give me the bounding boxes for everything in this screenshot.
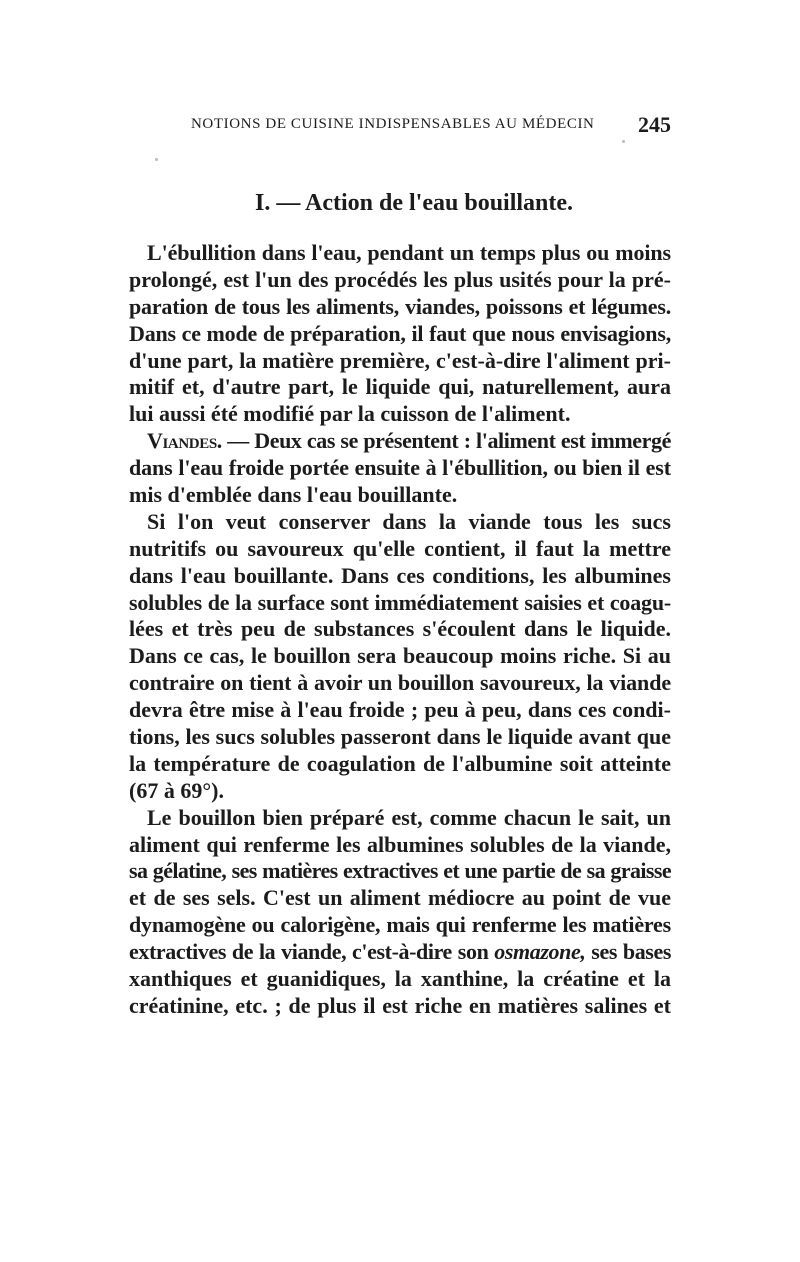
- text-line: dans l'eau froide portée ensuite à l'ébullition, ou bien il est: [129, 455, 671, 481]
- text-line: mis d'emblée dans l'eau bouillante.: [129, 482, 458, 508]
- text-line: paration de tous les aliments, viandes, poissons et légumes.: [129, 293, 671, 319]
- paragraph-lead: Viandes.: [147, 428, 222, 454]
- page-number: 245: [638, 112, 671, 137]
- text-line: lées et très peu de substances s'écoulent dans le liquide.: [129, 616, 671, 642]
- text-line: Si l'on veut conserver dans la viande tous les sucs: [147, 508, 671, 534]
- print-speck: [155, 158, 158, 161]
- text-line: Le bouillon bien préparé est, comme chacun le sait, un: [147, 804, 671, 830]
- text-line: d'une part, la matière première, c'est-à-dire l'aliment pri-: [129, 347, 671, 373]
- text-line: solubles de la surface sont immédiatement saisies et coagu-: [129, 589, 671, 615]
- text-line: xanthiques et guanidiques, la xanthine, la créatine et la: [129, 966, 671, 992]
- text-line: aliment qui renferme les albumines solubles de la viande,: [129, 831, 671, 857]
- text-line: lui aussi été modifié par la cuisson de l'aliment.: [129, 401, 571, 427]
- emphasized-term: osmazone,: [494, 939, 586, 965]
- text-line: la température de coagulation de l'albumine soit atteinte: [129, 750, 671, 776]
- running-head: [191, 114, 671, 138]
- text-line: mitif et, d'autre part, le liquide qui, naturellement, aura: [129, 374, 671, 400]
- text-line: dans l'eau bouillante. Dans ces conditions, les albumines: [129, 562, 671, 588]
- text-line: Dans ce cas, le bouillon sera beaucoup moins riche. Si au: [129, 643, 671, 669]
- text-run: extractives de la viande, c'est-à-dire son: [129, 939, 495, 965]
- text-line: et de ses sels. C'est un aliment médiocre au point de vue: [129, 885, 671, 911]
- text-line: [129, 428, 671, 455]
- text-line: (67 à 69°).: [129, 777, 224, 803]
- text-line: nutritifs ou savoureux qu'elle contient, il faut la mettre: [129, 535, 671, 561]
- text-line: sa gélatine, ses matières extractives et une partie de sa graisse: [129, 858, 671, 884]
- section-title: I. — Action de l'eau bouillante.: [255, 190, 574, 216]
- text-line: contraire on tient à avoir un bouillon savoureux, la viande: [129, 670, 671, 696]
- text-line: L'ébullition dans l'eau, pendant un temps plus ou moins: [147, 240, 671, 265]
- text-run: — Deux cas se présentent : l'aliment est immergé: [221, 428, 671, 454]
- text-line: devra être mise à l'eau froide ; peu à peu, dans ces condi-: [129, 697, 671, 723]
- text-run: ses bases: [585, 939, 671, 965]
- print-speck: [622, 140, 625, 143]
- text-line: tions, les sucs solubles passeront dans le liquide avant que: [129, 724, 671, 750]
- text-line: dynamogène ou calorigène, mais qui renferme les matières: [129, 912, 671, 938]
- text-line: [129, 939, 671, 966]
- running-title: NOTIONS DE CUISINE INDISPENSABLES AU MÉDECIN: [191, 116, 595, 132]
- text-line: créatinine, etc. ; de plus il est riche en matières salines et: [129, 992, 671, 1018]
- text-line: prolongé, est l'un des procédés les plus usités pour la pré-: [129, 266, 671, 292]
- body-text: [129, 240, 671, 1020]
- text-line: Dans ce mode de préparation, il faut que nous envisagions,: [129, 320, 671, 346]
